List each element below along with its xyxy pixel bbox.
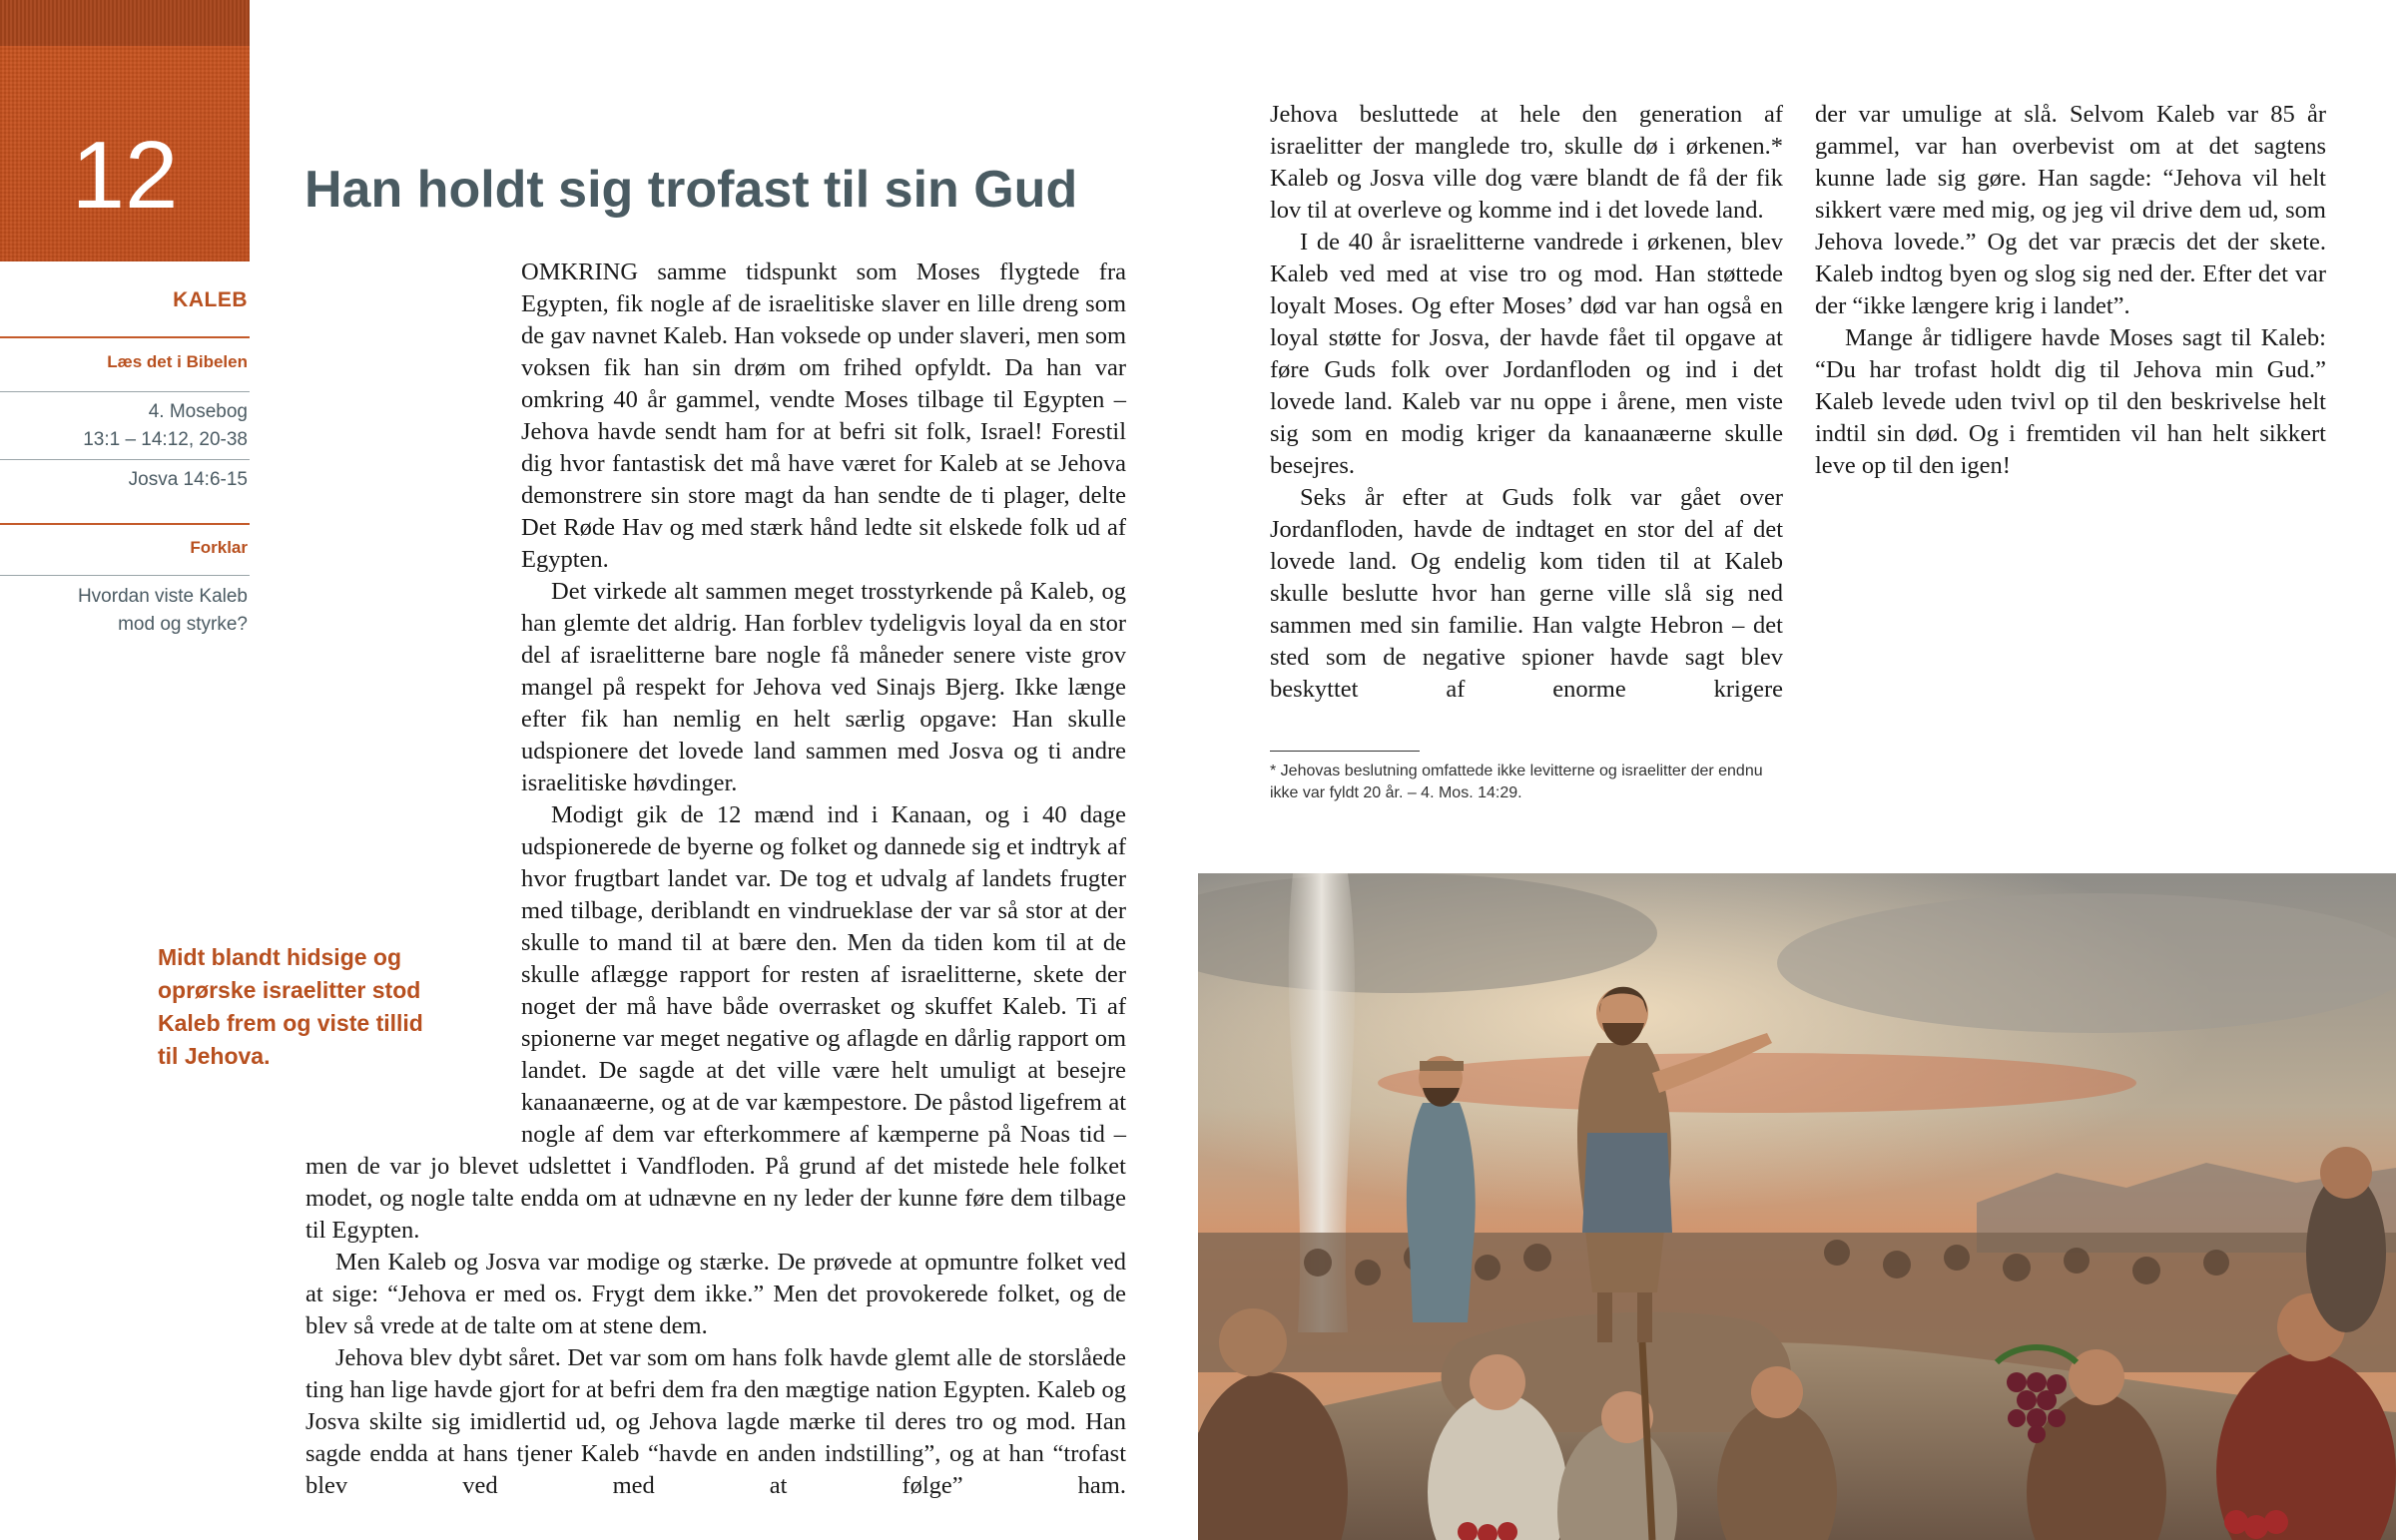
sidebar-explain-label: Forklar bbox=[190, 538, 248, 557]
chapter-tab bbox=[0, 0, 250, 261]
sidebar-divider bbox=[0, 391, 250, 392]
scripture-reference-1-verses: 13:1 – 14:12, 20-38 bbox=[83, 429, 248, 450]
sidebar-character-name: KALEB bbox=[173, 288, 248, 311]
body-column-2 bbox=[1270, 99, 1783, 706]
illustration-svg bbox=[1198, 873, 2396, 1540]
sidebar-divider bbox=[0, 575, 250, 576]
scripture-reference-2[interactable]: Josva 14:6-15 bbox=[128, 469, 248, 490]
body-paragraph: I de 40 år israelitterne vandrede i ørkenen, blev Kaleb ved med at vise tro og mod. Han støttede loyalt Moses. Og efter Moses’ død var han også en loyal støtte for Josva, der havde fået til opgave at føre Guds folk over Jordanfloden og ind i det lovede land. Kaleb var nu oppe i årene, men viste sig som en modig kriger da kanaanæerne skulle besejres. bbox=[1270, 229, 1783, 479]
illustration-caleb-speaking bbox=[1198, 873, 2396, 1540]
body-paragraph: Men Kaleb og Josva var modige og stærke. De prøvede at opmuntre folket ved at sige: “Jehova er med os. Frygt dem ikke.” Men det provokerede folket, og de blev så vrede at de talte om at stene dem. bbox=[305, 1249, 1126, 1339]
body-paragraph: Mange år tidligere havde Moses sagt til Kaleb: “Du har trofast holdt dig til Jehova min Gud.” Kaleb levede uden tvivl op til den beskrivelse helt indtil sin død. Og i fremtiden vil han helt sikkert leve op til den igen! bbox=[1815, 324, 2326, 479]
footnote: * Jehovas beslutning omfattede ikke levitterne og israelitter der endnu ikke var fyldt 20 år. – 4. Mos. 14:29. bbox=[1270, 763, 1763, 801]
body-paragraph: OMKRING samme tidspunkt som Moses flygtede fra Egypten, fik nogle af de israelitiske slaver en lille dreng som de gav navnet Kaleb. Han voksede op under slaveri, men som voksen fik han sin drøm om frihed opfyldt. Da han var omkring 40 år gammel, vendte Moses tilbage til Egypten – Jehova havde sendt ham for at befri sit folk, Israel! Forestil dig hvor fantastisk det må have været for Kaleb at se Jehova demonstrere sin store magt da han sendte de ti plager, delte Det Røde Hav og med stærk hånd ledte sit elskede folk ud af Egypten. bbox=[521, 258, 1126, 573]
sidebar-divider bbox=[0, 459, 250, 460]
body-paragraph: Modigt gik de 12 mænd ind i Kanaan, og i 40 dage udspionerede de byerne og folket og dannede sig et indtryk af hvor frugtbart landet var. De tog et udvalg af landets frugter med tilbage, deriblandt en vindrueklase der var så stor at der skulle to mand til at bære den. Men da tiden kom til at de skulle aflægge rapport for resten af israelitterne, skete der noget der må have både overrasket og skuffet Kaleb. Ti af spionerne var meget negative og aflagde en dårlig rapport om landet. De sagde at det ville være helt umuligt at besejre kanaanæerne, og at de var kæmpestore. De påstod ligefrem at nogle af dem var efterkommere af kæmperne på Noas tid – men de var jo blevet udslettet i Vandfloden. På grund af det mistede hele folket modet, og nogle talte endda om at udnævne en ny leder der kunne føre dem tilbage til Egypten. bbox=[305, 801, 1126, 1244]
body-paragraph: Seks år efter at Guds folk var gået over Jordanfloden, havde de indtaget en stor del af det lovede land. Og endelig kom tiden til at Kaleb skulle beslutte hvor han gerne ville slå sig ned sammen med sin familie. Han valgte Hebron – det sted som de negative spioner havde sagt blev beskyttet af enorme krigere bbox=[1270, 484, 1783, 703]
chapter-title: Han holdt sig trofast til sin Gud bbox=[304, 161, 1078, 219]
body-paragraph: Det virkede alt sammen meget trosstyrkende på Kaleb, og han glemte det aldrig. Han forblev tydeligvis loyal da en stor del af israelitterne bare nogle få måneder senere viste grov mangel på respekt for Jehova ved Sinajs Bjerg. Ikke længe efter fik han nemlig en helt særlig opgave: Han skulle udspionere det lovede land sammen med Josva og ti andre israelitiske høvdinger. bbox=[521, 578, 1126, 796]
sidebar-question-line: mod og styrke? bbox=[118, 614, 248, 635]
body-paragraph: der var umulige at slå. Selvom Kaleb var 85 år gammel, var han overbevist om at det sagtens kunne lade sig gøre. Han sagde: “Jehova vil helt sikkert være med mig, og jeg vil drive dem ud, som Jehova lovede.” Og det var præcis det der skete. Kaleb indtog byen og slog sig ned der. Efter det var der “ikke længere krig i landet”. bbox=[1815, 101, 2326, 319]
sidebar-divider bbox=[0, 523, 250, 525]
body-paragraph: Jehova blev dybt såret. Det var som om hans folk havde glemt alle de storslåede ting han lige havde gjort for at befri dem fra den mægtige nation Egypten. Kaleb og Josva skilte sig imidlertid ud, og Jehova lagde mærke til deres tro og mod. Han sagde endda at hans tjener Kaleb “havde en anden indstilling”, og at han “trofast blev ved med at følge” ham. bbox=[305, 1344, 1126, 1499]
pull-quote-gap bbox=[305, 859, 521, 1147]
body-column-3 bbox=[1815, 99, 2326, 482]
chapter-number: 12 bbox=[71, 122, 179, 229]
body-column-1 bbox=[305, 257, 1126, 1502]
footnote-rule bbox=[1270, 751, 1420, 752]
sidebar-question bbox=[0, 583, 250, 639]
chapter-tab-strip bbox=[0, 0, 250, 46]
body-paragraph: Jehova besluttede at hele den generation af israelitter der manglede tro, skulle dø i ørkenen.* Kaleb og Josva ville dog være blandt de få der fik lov til at overleve og komme ind i det lovede land. bbox=[1270, 101, 1783, 224]
sidebar-read-label: Læs det i Bibelen bbox=[107, 352, 248, 371]
scripture-reference-1-book: 4. Mosebog bbox=[148, 401, 248, 422]
sidebar-divider bbox=[0, 336, 250, 338]
scripture-reference-1[interactable] bbox=[0, 398, 250, 454]
pull-quote: Midt blandt hidsige og oprørske israelitter stod Kaleb frem og viste tillid til Jehova. bbox=[158, 944, 423, 1069]
sidebar-question-line: Hvordan viste Kaleb bbox=[77, 586, 248, 607]
